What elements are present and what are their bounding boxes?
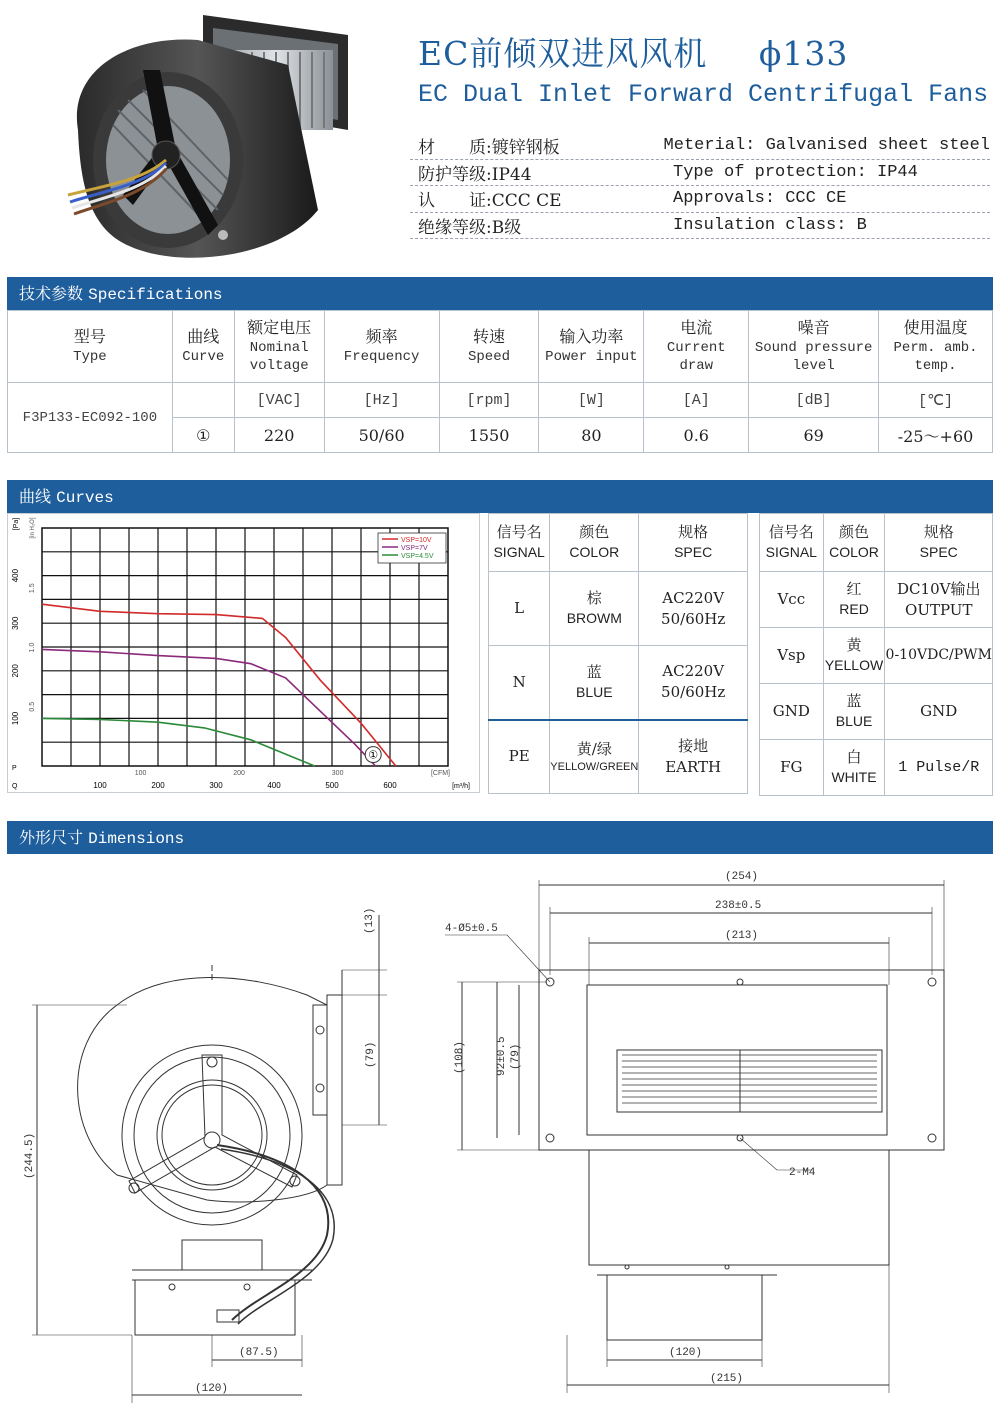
series-line bbox=[42, 649, 379, 766]
signal-name: Vcc bbox=[760, 572, 824, 628]
value-cell: ① bbox=[172, 418, 234, 453]
header-frequency: 频率 Frequency bbox=[324, 311, 439, 383]
dim-108: (108) bbox=[454, 1040, 466, 1074]
x-axis-label: [m³/h] bbox=[452, 783, 470, 790]
wire-color: 蓝 BLUE bbox=[823, 684, 885, 740]
unit-cell: [℃] bbox=[879, 383, 993, 418]
dim-244-5: (244.5) bbox=[24, 1132, 36, 1179]
property-label: 认 证: bbox=[418, 191, 492, 212]
signal-spec: 0-10VDC/PWM bbox=[885, 628, 993, 684]
y-tick-label-inh2o: 1.5 bbox=[29, 583, 36, 594]
spec-header: 规格 SPEC bbox=[885, 514, 993, 572]
y-tick-label: 200 bbox=[11, 664, 20, 678]
signal-name: FG bbox=[760, 740, 824, 796]
color-header: 颜色 COLOR bbox=[823, 514, 885, 572]
dim-254: (254) bbox=[725, 871, 759, 883]
dim-238: 238±0.5 bbox=[715, 900, 762, 912]
header-type: 型号 Type bbox=[8, 311, 173, 383]
property-row bbox=[410, 133, 990, 160]
header-speed: 转速 Speed bbox=[439, 311, 539, 383]
wire-color: 黄/绿 YELLOW/GREEN bbox=[550, 720, 639, 794]
unit-cell: [VAC] bbox=[234, 383, 324, 418]
dim-120-side: (120) bbox=[195, 1383, 229, 1395]
property-row bbox=[410, 213, 990, 240]
section-title-en: Dimensions bbox=[88, 830, 185, 848]
signal-spec: DC10V输出 OUTPUT bbox=[885, 572, 993, 628]
product-title-en: EC Dual Inlet Forward Centrifugal Fans bbox=[418, 80, 989, 109]
title-cn-text: EC前倾双进风风机 bbox=[418, 34, 708, 73]
signal-spec: AC220V 50/60Hz bbox=[639, 646, 748, 720]
signal-table-power bbox=[488, 513, 748, 794]
signal-name: GND bbox=[760, 684, 824, 740]
signal-table-control bbox=[759, 513, 993, 796]
property-row bbox=[410, 160, 990, 187]
x-tick-label: 100 bbox=[93, 781, 107, 790]
dim-213: (213) bbox=[725, 930, 759, 942]
y-tick-label: 300 bbox=[11, 616, 20, 630]
unit-cell: [Hz] bbox=[324, 383, 439, 418]
color-header: 颜色 COLOR bbox=[550, 514, 639, 572]
section-title-cn: 外形尺寸 bbox=[19, 828, 84, 847]
signal-name: PE bbox=[489, 720, 550, 794]
dim-92: 92±0.5 bbox=[496, 1036, 508, 1076]
section-title-en: Specifications bbox=[88, 286, 223, 304]
spec-header: 规格 SPEC bbox=[639, 514, 748, 572]
property-en: Insulation class: B bbox=[673, 215, 867, 235]
wire-color: 黄 YELLOW bbox=[823, 628, 885, 684]
axis-p-label: P bbox=[12, 765, 17, 772]
property-en: Type of protection: IP44 bbox=[673, 162, 918, 182]
signal-name: N bbox=[489, 646, 550, 720]
header-current: 电流 Current draw bbox=[644, 311, 749, 383]
axis-q-label: Q bbox=[12, 783, 18, 790]
property-value: B级 bbox=[491, 217, 522, 238]
header-noise: 噪音 Sound pressure level bbox=[749, 311, 879, 383]
product-title-cn bbox=[418, 28, 848, 75]
section-title-cn: 曲线 bbox=[19, 487, 52, 506]
y-tick-label: 100 bbox=[11, 711, 20, 726]
value-cell: 220 bbox=[234, 418, 324, 453]
x-tick-label-cfm: 300 bbox=[331, 770, 344, 777]
front-view-drawing bbox=[445, 880, 944, 1393]
signal-spec: 接地 EARTH bbox=[639, 720, 748, 794]
property-label: 绝缘等级: bbox=[418, 217, 492, 238]
legend-label: VSP=4.5V bbox=[401, 553, 434, 560]
dimensions-header bbox=[7, 821, 993, 854]
unit-cell-empty bbox=[172, 383, 234, 418]
wire-color: 蓝 BLUE bbox=[550, 646, 639, 720]
unit-cell: [dB] bbox=[749, 383, 879, 418]
dim-120-front: (120) bbox=[669, 1347, 703, 1359]
curves-header bbox=[7, 480, 993, 513]
property-en: Approvals: CCC CE bbox=[673, 189, 847, 209]
value-cell: 1550 bbox=[439, 418, 539, 453]
wire-color: 棕 BROWM bbox=[550, 572, 639, 646]
property-value: 镀锌钢板 bbox=[491, 138, 560, 159]
signal-header: 信号名 SIGNAL bbox=[760, 514, 824, 572]
legend-label: VSP=7V bbox=[401, 545, 428, 552]
header-voltage: 额定电压 Nominal voltage bbox=[234, 311, 324, 383]
wire-color: 红 RED bbox=[823, 572, 885, 628]
performance-chart bbox=[8, 514, 479, 792]
y-tick-label: 400 bbox=[11, 568, 20, 583]
x-tick-label: 300 bbox=[209, 781, 223, 790]
performance-chart-frame bbox=[7, 513, 480, 793]
y-axis-label: [Pa] bbox=[13, 517, 20, 531]
dim-87-5: (87.5) bbox=[239, 1347, 279, 1359]
section-title-cn: 技术参数 bbox=[19, 284, 84, 303]
signal-spec: AC220V 50/60Hz bbox=[639, 572, 748, 646]
x-tick-label: 500 bbox=[325, 781, 339, 790]
product-properties bbox=[410, 133, 990, 239]
legend-label: VSP=10V bbox=[401, 537, 432, 544]
header-temp: 使用温度 Perm. amb. temp. bbox=[879, 311, 993, 383]
unit-cell: [W] bbox=[539, 383, 644, 418]
specifications-header bbox=[7, 277, 993, 310]
dim-holes: 4-Ø5±0.5 bbox=[445, 923, 498, 935]
header-curve: 曲线 Curve bbox=[172, 311, 234, 383]
x-tick-label-cfm: 100 bbox=[134, 770, 147, 777]
property-value: CCC CE bbox=[491, 191, 562, 212]
signal-name: Vsp bbox=[760, 628, 824, 684]
property-label: 防护等级: bbox=[418, 164, 492, 185]
signal-spec: 1 Pulse/R bbox=[885, 740, 993, 796]
side-view-drawing bbox=[32, 915, 387, 1403]
value-cell: 69 bbox=[749, 418, 879, 453]
x-tick-label-cfm: 200 bbox=[233, 770, 245, 777]
property-row bbox=[410, 186, 990, 213]
dimension-drawing bbox=[7, 855, 993, 1410]
title-size: ϕ133 bbox=[758, 34, 849, 73]
property-en: Meterial: Galvanised sheet steel bbox=[663, 136, 990, 156]
dim-13: (13) bbox=[364, 907, 376, 934]
x-axis-label-secondary: [CFM] bbox=[430, 770, 450, 777]
wire-color: 白 WHITE bbox=[823, 740, 885, 796]
signal-spec: GND bbox=[885, 684, 993, 740]
signal-name: L bbox=[489, 572, 550, 646]
value-cell: 50/60 bbox=[324, 418, 439, 453]
specifications-table bbox=[7, 310, 993, 453]
y-tick-label-inh2o: 0.5 bbox=[29, 701, 36, 712]
curve-marker-label: ① bbox=[368, 748, 379, 762]
value-cell: 80 bbox=[539, 418, 644, 453]
unit-cell: [rpm] bbox=[439, 383, 539, 418]
dim-m4: 2-M4 bbox=[789, 1167, 816, 1179]
value-cell: -25～+60 bbox=[879, 418, 993, 453]
x-tick-label: 600 bbox=[383, 781, 397, 790]
x-tick-label: 400 bbox=[267, 781, 281, 790]
value-cell: 0.6 bbox=[644, 418, 749, 453]
fan-product-photo bbox=[48, 10, 368, 270]
unit-cell: [A] bbox=[644, 383, 749, 418]
header-power: 输入功率 Power input bbox=[539, 311, 644, 383]
property-value: IP44 bbox=[491, 164, 532, 185]
property-label: 材 质: bbox=[418, 138, 492, 159]
y-tick-label-inh2o: 1.0 bbox=[29, 642, 36, 653]
y-axis-label-secondary: [in H₂O] bbox=[30, 517, 36, 539]
signal-header: 信号名 SIGNAL bbox=[489, 514, 550, 572]
dim-79-front: (79) bbox=[510, 1043, 522, 1070]
dim-215: (215) bbox=[710, 1373, 744, 1385]
x-tick-label: 200 bbox=[151, 781, 165, 790]
dim-79: (79) bbox=[365, 1041, 377, 1068]
model-cell: F3P133-EC092-100 bbox=[8, 383, 173, 453]
section-title-en: Curves bbox=[56, 489, 114, 507]
